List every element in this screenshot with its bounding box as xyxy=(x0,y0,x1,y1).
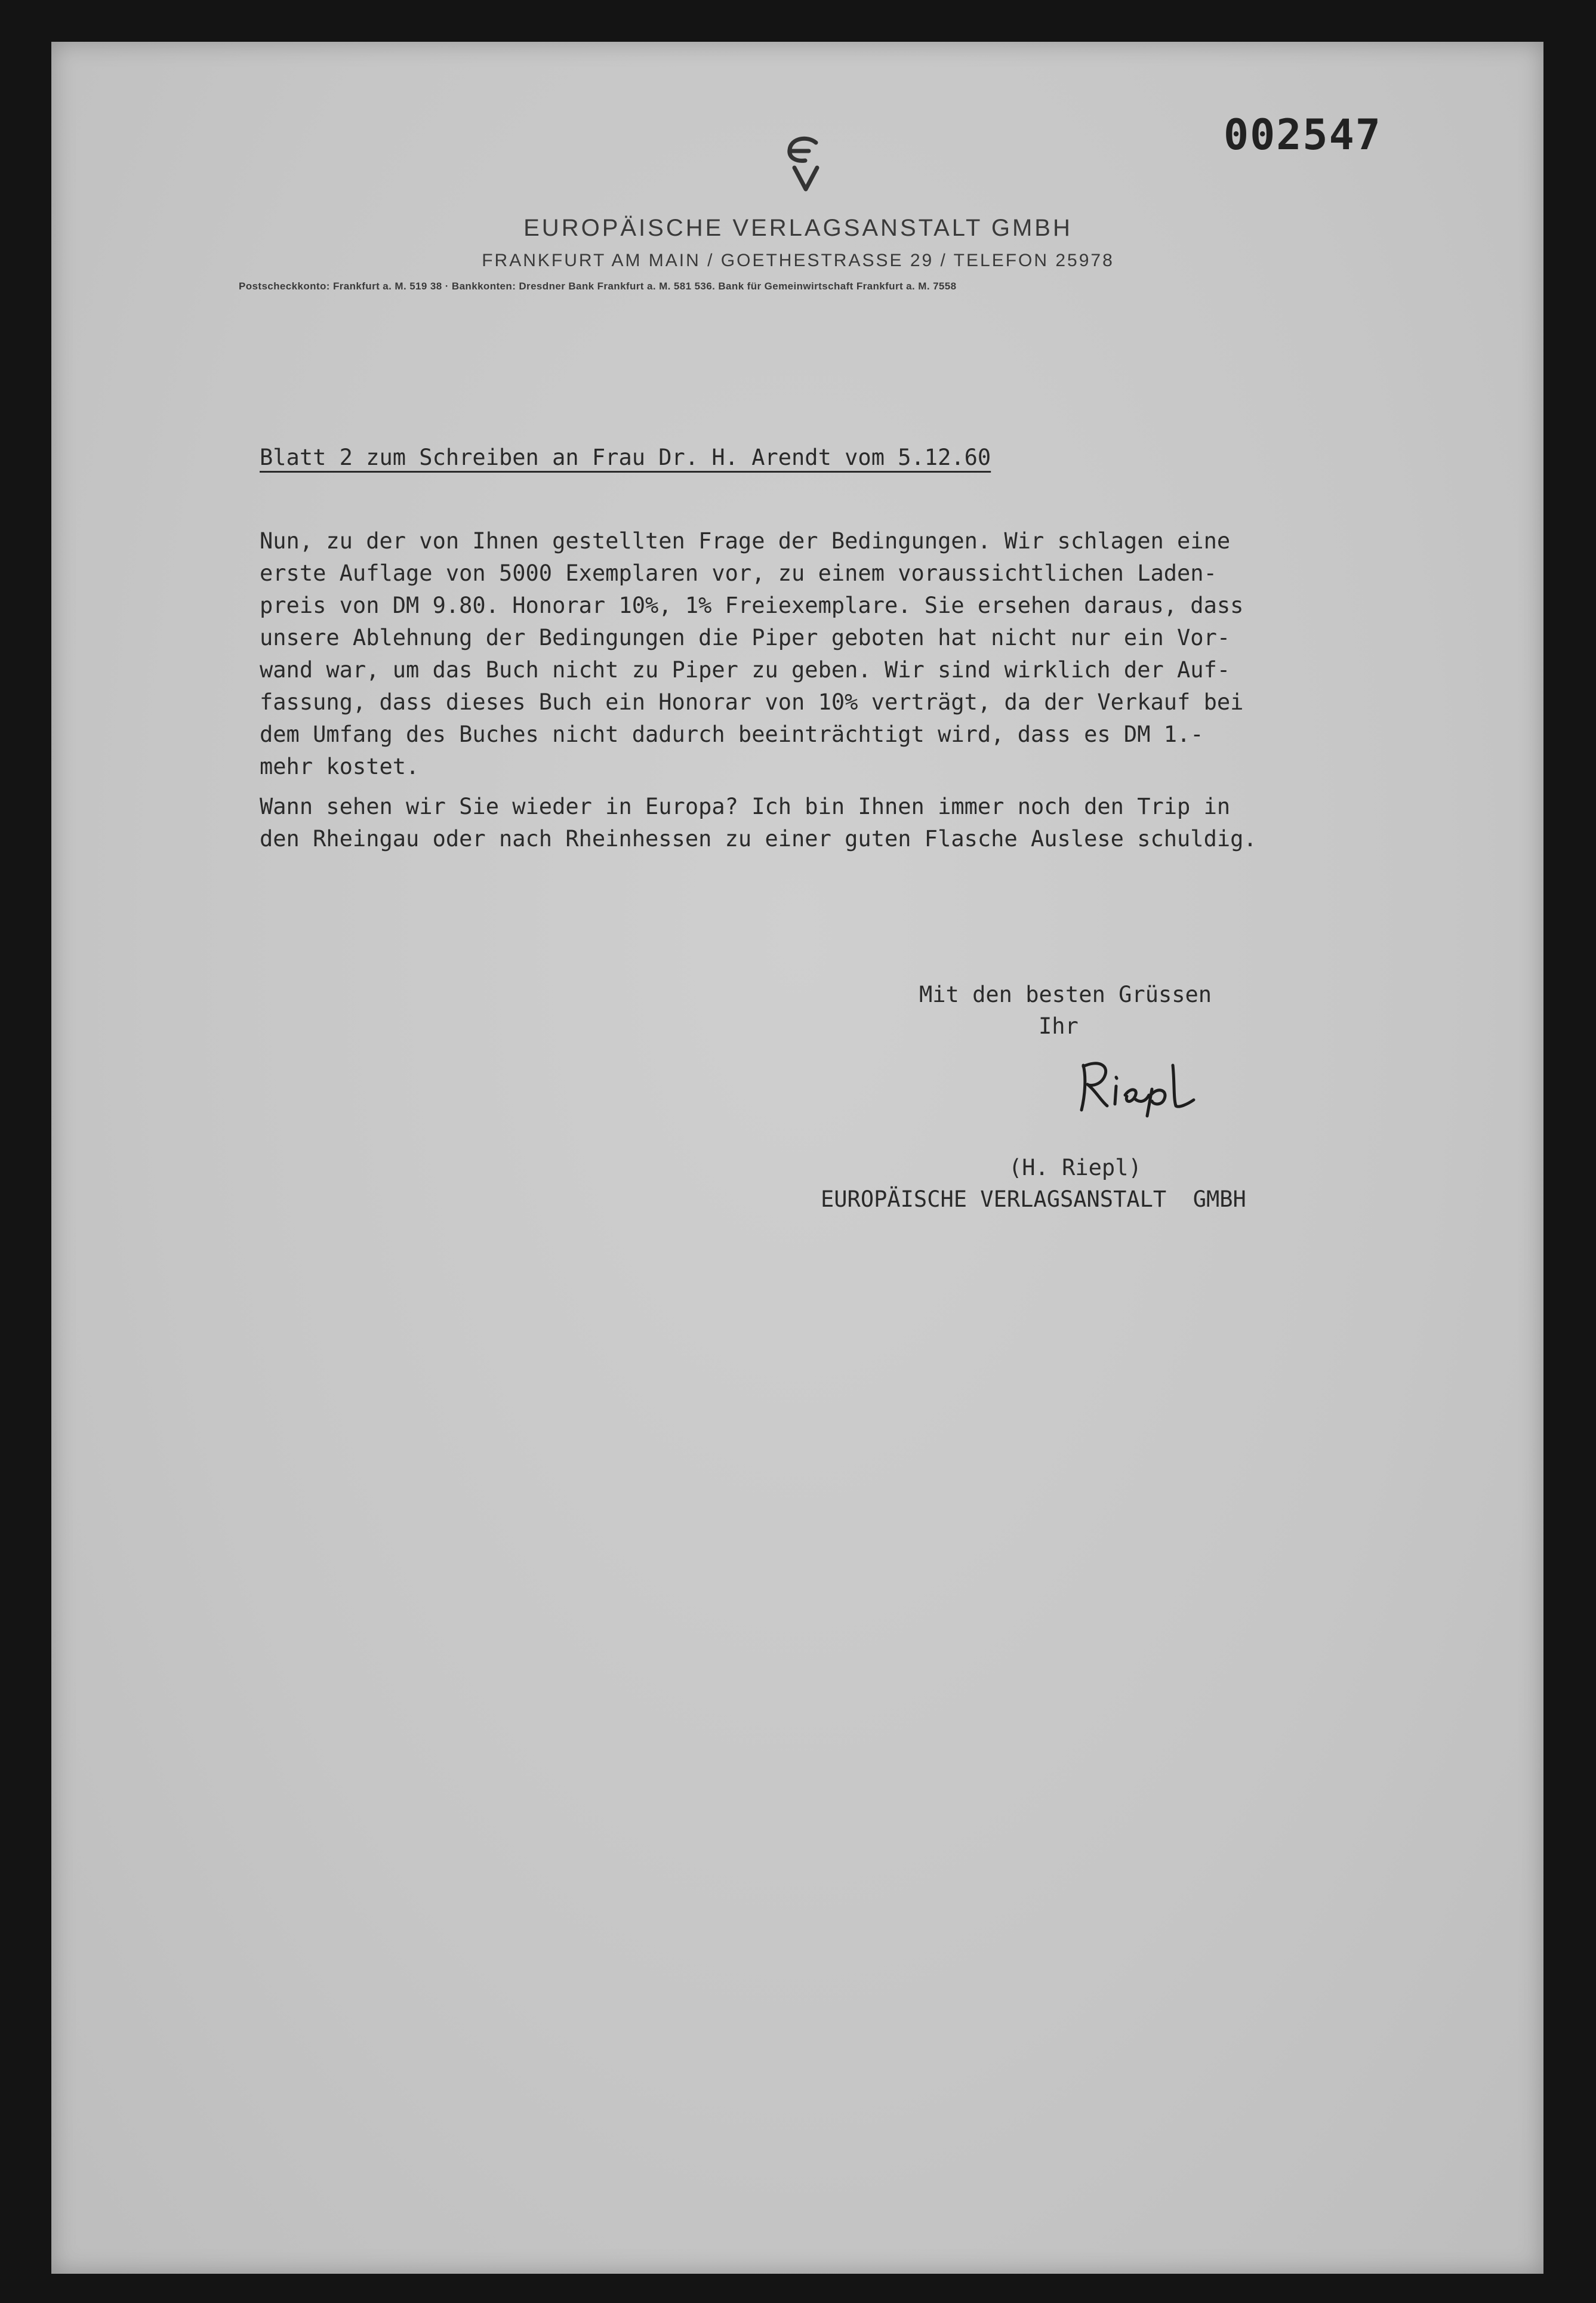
letter-paragraph: Nun, zu der von Ihnen gestellten Frage der Bedingungen. Wir schlagen eine erste Auflage von 5000 Exemplaren vor, zu einem voraussichtlichen Laden- preis von DM 9.80. Honorar 10%, 1% Freiexemplare. Sie ersehen daraus, dass unsere Ablehnung der Bedingungen die Piper geboten hat nicht nur ein Vor- wand war, um das Buch nicht zu Piper zu geben. Wir sind wirklich der Auf- fassung, dass dieses Buch ein Honorar von 10% verträgt, da der Verkauf bei dem Umfang des Buches nicht dadurch beeinträchtigt wird, dass es DM 1.- mehr kostet. xyxy=(260,528,1244,779)
letter-page xyxy=(51,42,1543,2274)
closing-phrase: Mit den besten Grüssen xyxy=(919,982,1212,1007)
closing-ihr: Ihr xyxy=(1039,1013,1079,1039)
archive-number: 002547 xyxy=(1224,110,1382,159)
signer-company: EUROPÄISCHE VERLAGSANSTALT GMBH xyxy=(821,1186,1246,1212)
company-name: EUROPÄISCHE VERLAGSANSTALT GMBH xyxy=(523,215,1073,241)
ev-monogram-icon xyxy=(779,134,833,194)
letter-paragraph: Wann sehen wir Sie wieder in Europa? Ich bin Ihnen immer noch den Trip in den Rheingau oder nach Rheinhessen zu einer guten Flasche Auslese schuldig. xyxy=(260,794,1257,852)
company-address: FRANKFURT AM MAIN / GOETHESTRASSE 29 / TELEFON 25978 xyxy=(482,251,1114,270)
signer-name: (H. Riepl) xyxy=(1009,1155,1142,1180)
handwritten-signature xyxy=(1074,1053,1212,1119)
letter-subject: Blatt 2 zum Schreiben an Frau Dr. H. Arendt vom 5.12.60 xyxy=(260,445,991,470)
company-bank-details: Postscheckkonto: Frankfurt a. M. 519 38 · Bankkonten: Dresdner Bank Frankfurt a. M. 581 536. Bank für Gemeinwirtschaft Frankfurt a. M. 7558 xyxy=(239,280,957,292)
